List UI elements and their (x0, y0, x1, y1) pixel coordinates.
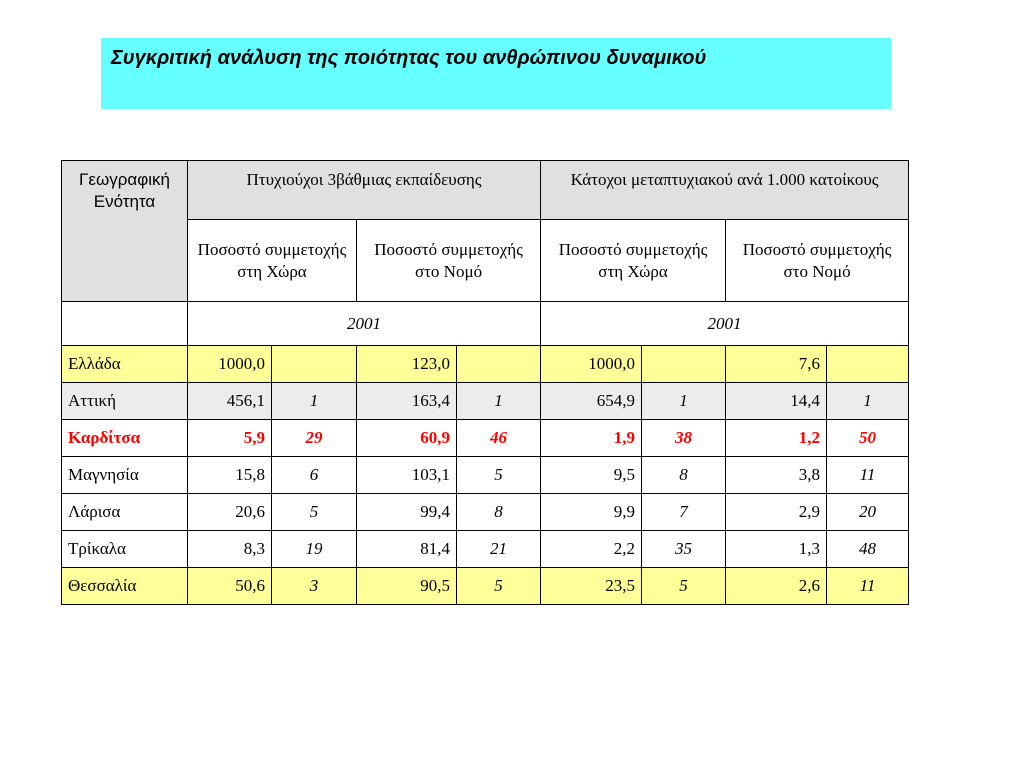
graduates-prefecture-rank: 5 (457, 568, 541, 605)
postgrad-country-value: 1000,0 (541, 346, 642, 383)
graduates-prefecture-value: 90,5 (357, 568, 457, 605)
graduates-prefecture-value: 123,0 (357, 346, 457, 383)
postgrad-country-value: 9,9 (541, 494, 642, 531)
graduates-prefecture-rank: 8 (457, 494, 541, 531)
region-name: Λάρισα (62, 494, 188, 531)
graduates-country-value: 8,3 (188, 531, 272, 568)
graduates-country-rank: 19 (272, 531, 357, 568)
postgrad-country-rank: 7 (642, 494, 726, 531)
postgrad-prefecture-rank: 20 (827, 494, 909, 531)
table-row (62, 494, 909, 531)
graduates-prefecture-value: 60,9 (357, 420, 457, 457)
postgrad-country-rank: 1 (642, 383, 726, 420)
graduates-country-value: 15,8 (188, 457, 272, 494)
graduates-country-value: 1000,0 (188, 346, 272, 383)
postgrad-prefecture-value: 2,9 (726, 494, 827, 531)
postgrad-country-value: 9,5 (541, 457, 642, 494)
region-name: Ελλάδα (62, 346, 188, 383)
graduates-prefecture-rank (457, 346, 541, 383)
graduates-prefecture-rank: 21 (457, 531, 541, 568)
postgrad-country-rank: 8 (642, 457, 726, 494)
graduates-prefecture-value: 81,4 (357, 531, 457, 568)
geo-unit-header: Γεωγραφική Ενότητα (62, 161, 188, 302)
graduates-country-rank (272, 346, 357, 383)
postgrad-country-rank: 35 (642, 531, 726, 568)
year-label-postgrad: 2001 (541, 302, 909, 346)
table-row (62, 531, 909, 568)
postgrad-prefecture-rank: 11 (827, 568, 909, 605)
graduates-prefecture-value: 99,4 (357, 494, 457, 531)
year-row-blank (62, 302, 188, 346)
graduates-prefecture-rank: 1 (457, 383, 541, 420)
postgrad-country-rank (642, 346, 726, 383)
postgrad-country-rank: 38 (642, 420, 726, 457)
region-name: Θεσσαλία (62, 568, 188, 605)
comparison-table (61, 160, 909, 605)
postgrad-prefecture-value: 3,8 (726, 457, 827, 494)
title-box (101, 38, 891, 109)
slide-title: Συγκριτική ανάλυση της ποιότητας του ανθρώπινου δυναμικού (111, 47, 707, 69)
postgrad-country-value: 2,2 (541, 531, 642, 568)
graduates-group-header: Πτυχιούχοι 3βάθμιας εκπαίδευσης (188, 161, 541, 220)
year-label-graduates: 2001 (188, 302, 541, 346)
postgrad-prefecture-share-header: Ποσοστό συμμετοχής στο Νομό (726, 220, 909, 302)
region-name: Μαγνησία (62, 457, 188, 494)
graduates-country-value: 456,1 (188, 383, 272, 420)
postgrad-country-value: 654,9 (541, 383, 642, 420)
postgrad-country-value: 23,5 (541, 568, 642, 605)
graduates-country-value: 50,6 (188, 568, 272, 605)
postgrad-prefecture-value: 14,4 (726, 383, 827, 420)
graduates-prefecture-rank: 46 (457, 420, 541, 457)
postgrad-prefecture-value: 2,6 (726, 568, 827, 605)
postgrad-country-rank: 5 (642, 568, 726, 605)
graduates-prefecture-value: 163,4 (357, 383, 457, 420)
graduates-country-rank: 29 (272, 420, 357, 457)
postgrad-prefecture-rank: 1 (827, 383, 909, 420)
postgrad-prefecture-rank: 11 (827, 457, 909, 494)
graduates-prefecture-value: 103,1 (357, 457, 457, 494)
graduates-country-rank: 6 (272, 457, 357, 494)
postgrad-prefecture-rank (827, 346, 909, 383)
table-row (62, 568, 909, 605)
table-row (62, 346, 909, 383)
graduates-country-value: 5,9 (188, 420, 272, 457)
graduates-country-rank: 3 (272, 568, 357, 605)
table-row (62, 383, 909, 420)
region-name: Καρδίτσα (62, 420, 188, 457)
region-name: Τρίκαλα (62, 531, 188, 568)
postgrad-prefecture-value: 1,2 (726, 420, 827, 457)
graduates-prefecture-share-header: Ποσοστό συμμετοχής στο Νομό (357, 220, 541, 302)
postgrad-group-header: Κάτοχοι μεταπτυχιακού ανά 1.000 κατοίκους (541, 161, 909, 220)
table-row (62, 457, 909, 494)
table-row (62, 420, 909, 457)
graduates-prefecture-rank: 5 (457, 457, 541, 494)
graduates-country-rank: 1 (272, 383, 357, 420)
postgrad-country-value: 1,9 (541, 420, 642, 457)
graduates-country-rank: 5 (272, 494, 357, 531)
postgrad-prefecture-value: 1,3 (726, 531, 827, 568)
postgrad-prefecture-rank: 50 (827, 420, 909, 457)
graduates-country-value: 20,6 (188, 494, 272, 531)
postgrad-prefecture-rank: 48 (827, 531, 909, 568)
postgrad-country-share-header: Ποσοστό συμμετοχής στη Χώρα (541, 220, 726, 302)
graduates-country-share-header: Ποσοστό συμμετοχής στη Χώρα (188, 220, 357, 302)
postgrad-prefecture-value: 7,6 (726, 346, 827, 383)
region-name: Αττική (62, 383, 188, 420)
